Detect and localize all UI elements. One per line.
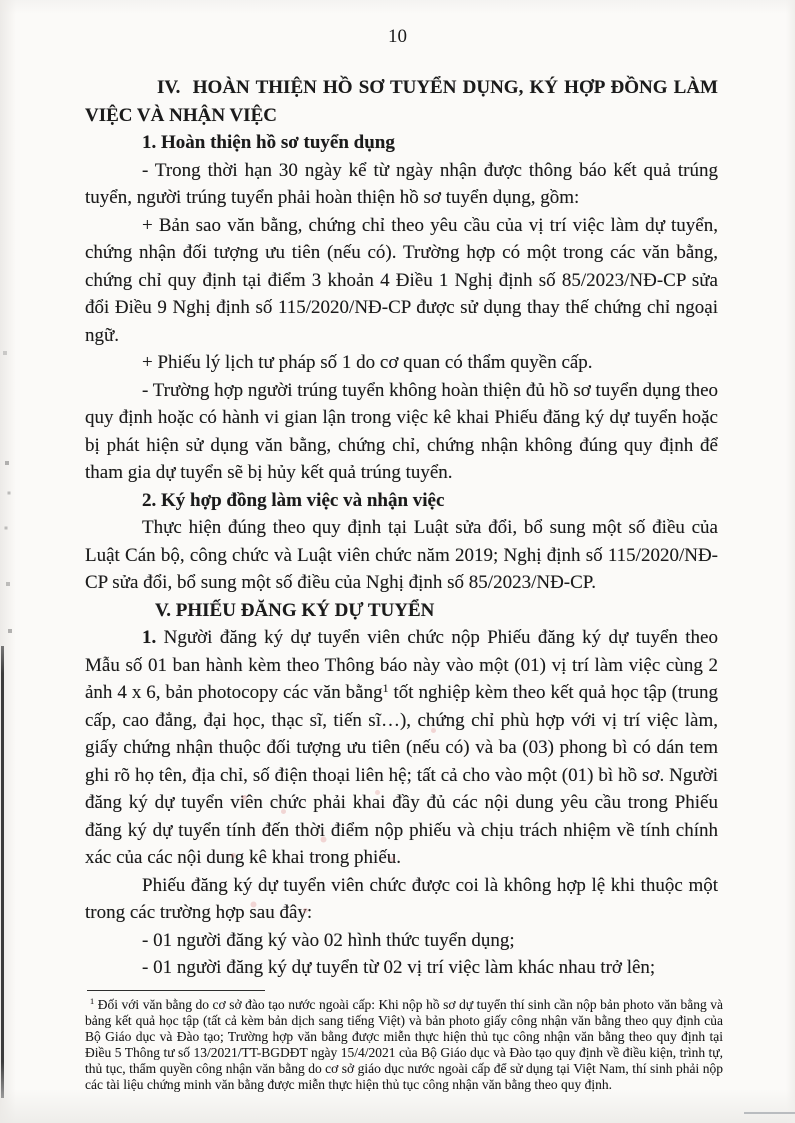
para-cancellation: - Trường hợp người trúng tuyển không hoàn thiện đủ hồ sơ tuyển dụng theo quy định hoặc có hành vi gian lận trong việc kê khai Phiếu đăng ký dự tuyển hoặc bị phát hiện sử dụng văn bằng, chứng chỉ, chứng nhận không đúng quy định để tham gia dự tuyển sẽ bị hủy kết quả trúng tuyển. [85, 379, 718, 483]
footnote-body: Đối với văn bằng do cơ sở đào tạo nước ngoài cấp: Khi nộp hồ sơ dự tuyển thí sinh cần nộp bản photo văn bằng và bảng kết quả học tập (tất cả kèm bản dịch sang tiếng Việt) và bản photo giấy công nhận văn bằng theo quy định của Bộ Giáo dục và Đào tạo; Trường hợp văn bằng được miễn thực hiện thủ tục công nhận văn bằng theo quy định tại Điều 5 Thông tư số 13/2021/TT-BGDĐT ngày 15/4/2021 của Bộ Giáo dục và Đào tạo quy định về điều kiện, trình tự, thủ tục, thẩm quyền công nhận văn bằng do cơ sở giáo dục nước ngoài cấp để sử dụng tại Việt Nam, thí sinh phải nộp các tài liệu chứng minh văn bằng được miễn thực hiện thủ tục công nhận văn bằng theo quy định. [85, 996, 723, 1092]
footnote-separator-line [87, 990, 265, 991]
para-contract: Thực hiện đúng theo quy định tại Luật sửa đổi, bổ sung một số điều của Luật Cán bộ, công chức và Luật viên chức năm 2019; Nghị định số 115/2020/NĐ-CP sửa đổi, bổ sung một số điều của Nghị định số 85/2023/NĐ-CP. [85, 517, 718, 593]
footnote-ref-marker: 1 [382, 681, 389, 695]
para-invalid-intro: Phiếu đăng ký dự tuyển viên chức được coi là không hợp lệ khi thuộc một trong các trường hợp sau đây: [85, 874, 718, 923]
para-register-lead: 1. [142, 627, 157, 648]
scan-corner-line [744, 1112, 795, 1114]
para-judicial-record: + Phiếu lý lịch tư pháp số 1 do cơ quan có thẩm quyền cấp. [142, 352, 593, 373]
ink-bleed-marks [0, 0, 3, 3]
page-number: 10 [388, 26, 407, 47]
heading-sub-2: 2. Ký hợp đồng làm việc và nhận việc [142, 489, 445, 511]
document-body [85, 74, 718, 982]
para-register-text-b: tốt nghiệp kèm theo kết quả học tập (trung cấp, cao đẳng, đại học, thạc sĩ, tiến sĩ…), chứng chỉ phù hợp với vị trí việc làm, giấy chứng nhận thuộc đối tượng ưu tiên (nếu có) và ba (03) phong bì có dán tem ghi rõ họ tên, địa chỉ, số điện thoại liên hệ; tất cả cho vào một (01) bì hồ sơ. Người đăng ký dự tuyển viên chức phải khai đầy đủ các nội dung yêu cầu trong Phiếu đăng ký dự tuyển tính đến thời điểm nộp phiếu và chịu trách nhiệm về tính chính xác của các nội dung kê khai trong phiếu. [85, 682, 719, 868]
list-item-case-2: - 01 người đăng ký dự tuyển từ 02 vị trí việc làm khác nhau trở lên; [142, 957, 656, 978]
heading-sub-1: 1. Hoàn thiện hồ sơ tuyển dụng [142, 132, 395, 153]
heading-section-iv: IV. HOÀN THIỆN HỒ SƠ TUYỂN DỤNG, KÝ HỢP ĐỒNG LÀM VIỆC VÀ NHẬN VIỆC [85, 77, 718, 126]
footnote-text [85, 997, 723, 1093]
para-register-text-a: Người đăng ký dự tuyển viên chức nộp Phiếu đăng ký dự tuyển theo Mẫu số 01 ban hành kèm theo Thông báo này vào một (01) vị trí làm việc cùng 2 ảnh 4 x 6, bản photocopy các văn bằng [85, 627, 718, 703]
para-register [85, 624, 718, 872]
scan-edge-line-artifact [1, 646, 4, 1098]
heading-section-v: V. PHIẾU ĐĂNG KÝ DỰ TUYỂN [155, 599, 435, 621]
footnote-marker: 1 [90, 996, 95, 1006]
footnote-area [85, 990, 723, 1093]
para-copies: + Bản sao văn bằng, chứng chỉ theo yêu cầu của vị trí việc làm dự tuyển, chứng nhận đối tượng ưu tiên (nếu có). Trường hợp có một trong các văn bằng, chứng chỉ quy định tại điểm 3 khoản 4 Điều 1 Nghị định số 85/2023/NĐ-CP sửa đổi Điều 9 Nghị định số 115/2020/NĐ-CP được sử dụng thay thế chứng chỉ ngoại ngữ. [85, 214, 718, 346]
list-item-case-1: - 01 người đăng ký vào 02 hình thức tuyển dụng; [142, 929, 515, 951]
para-deadline: - Trong thời hạn 30 ngày kể từ ngày nhận được thông báo kết quả trúng tuyển, người trúng tuyển phải hoàn thiện hồ sơ tuyển dụng, gồm: [85, 159, 718, 208]
